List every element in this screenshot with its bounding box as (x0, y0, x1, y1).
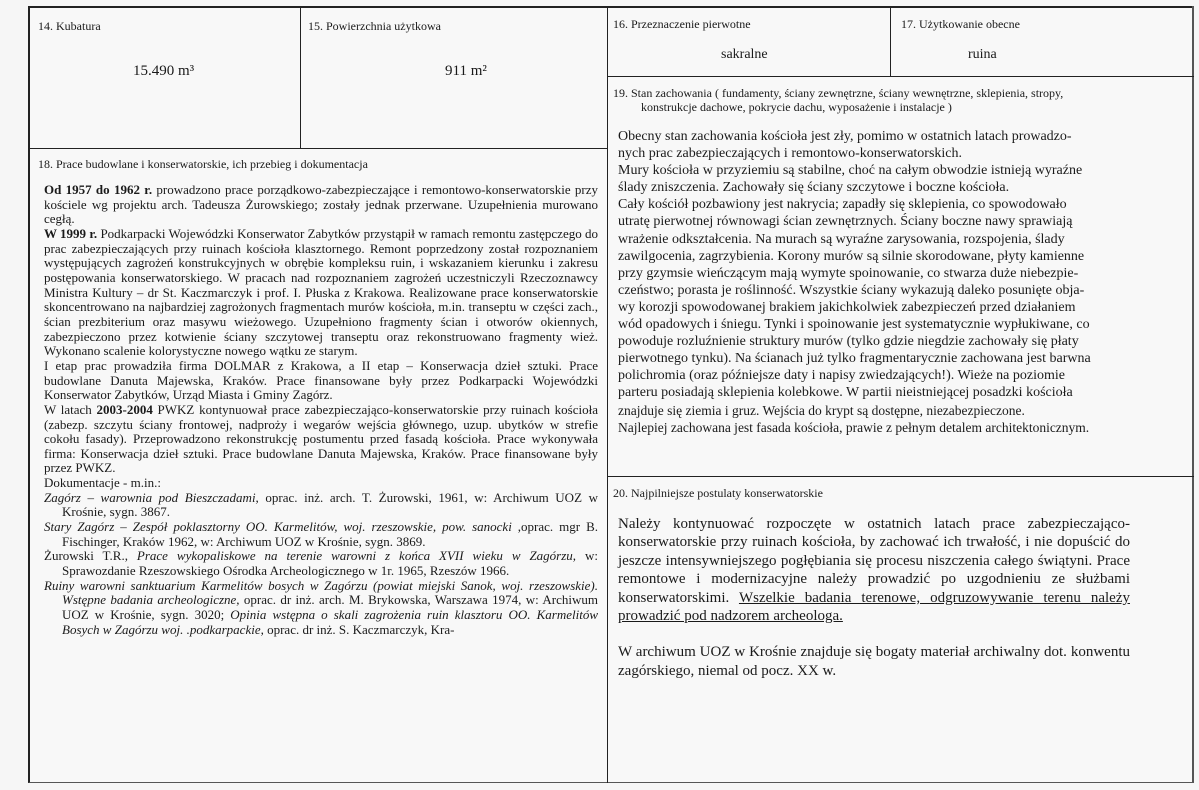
stan-line: parteru posiadają sklepienia kolebkowe. W partii nieistniejącej posadzki kościoła (618, 385, 1073, 401)
dok4-text2: oprac. dr inż. S. Kaczmarczyk, Kra- (263, 621, 455, 637)
divider-v-17 (890, 6, 891, 76)
stan-line: Obecny stan zachowania kościoła jest zły, pomimo w ostatnich latach prowadzo- (618, 129, 1072, 144)
dok3-text: w: Sprawozdanie Rzeszowskiego Ośrodka Archeologicznego w 1r. 1965, Rzeszów 1966. (62, 548, 598, 579)
stan-label-2: konstrukcje dachowe, pokrycie dachu, wyposażenie i instalacje ) (641, 100, 952, 114)
stan-line: ślady zniszczenia. Zachowały się ściany szczytowe i boczne kościoła. (618, 180, 1010, 196)
uzytkowanie-label: 17. Użytkowanie obecne (901, 17, 1020, 31)
powierzchnia-value: 911 m² (445, 63, 487, 79)
archiwum-note: W archiwum UOZ w Krośnie znajduje się bogaty materiał archiwalny dot. konwentu zagórskiego, niemal od pocz. XX w. (618, 644, 1130, 679)
divider-right-top (607, 76, 1194, 77)
stan-line: nych prac zabezpieczających i remontowo-konserwatorskich. (618, 146, 963, 162)
kubatura-label: 14. Kubatura (38, 19, 101, 33)
divider-right-mid (607, 476, 1194, 477)
dok4-text: oprac. dr inż. arch. M. Brykowska, Warszawa 1974, w: Archiwum UOZ w Krośnie, sygn. 3020; (62, 592, 598, 623)
divider-v-15 (300, 6, 301, 148)
dokumentacje-label: Dokumentacje - m.in.: (44, 475, 161, 491)
stan-line: wrażenie odkształcenia. Na murach są wyraźne zarysowania, rozspojenia, ślady (618, 231, 1065, 247)
prace-p4-text: PWKZ kontynuował prace zabezpieczająco-konserwatorskie przy ruinach kościoła (zabezp. szczytu ściany frontowej, nadproży i wegarów wejścia głównego, uzup. ubytków w strefie cokołu fasady). Przeprowadzono rekonstrukcję postumentu przed fasadą kościoła. Prace wykonywała firma: Konserwacja dzieł sztuki. Prace budowlane Danuta Majewska, Kraków. Prace finansowane były przez PWKZ. (44, 401, 598, 476)
stan-line: pierwotnego tynku). Na ścianach już tylko fragmentarycznie zachowana jest barwna (618, 351, 1091, 367)
stan-text (618, 128, 1132, 436)
stan-line: powoduje rozluźnienie struktury murów (tylko gdzie niegdzie zachowały się płaty (618, 334, 1079, 350)
prace-text (44, 183, 598, 637)
prace-p3-text: I etap prac prowadziła firma DOLMAR z Krakowa, a II etap – Konserwacja dzieł sztuki. Prace budowlane Danuta Majewska, Kraków. Prace finansowane były przez Podkarpacki Wojewódzki Konserwator Zabytków, Urząd Miasta i Gminy Zagórz. (44, 357, 598, 403)
przeznaczenie-value: sakralne (721, 47, 768, 62)
stan-line: Najlepiej zachowana jest fasada kościoła, prawie z pełnym detalem architektonicznym. (618, 419, 1090, 435)
stan-line: polichromia (oraz późniejsze daty i napisy zwiedzających!). Wieże na poziomie (618, 368, 1065, 384)
stan-line: Cały kościół pozbawiony jest nakrycia; zapadły się sklepienia, co spowodowało (618, 197, 1067, 213)
right-border (1192, 6, 1194, 783)
stan-line: czeństwo; porasta je roślinność. Wszystkie ściany wykazują daleko posunięte obja- (618, 282, 1085, 298)
dok4-title2: Opinia wstępna o skali zagrożenia ruin klasztoru OO. Karmelitów Bosych w Zagórzu woj. .podkarpackie, (62, 607, 598, 637)
dok1-title: Zagórz – warownia pod Bieszczadami, (44, 489, 259, 505)
dok2-text: ,oprac. mgr B. Fischinger, Kraków 1962, w: Archiwum UOZ w Krośnie, sygn. 3869. (62, 519, 599, 549)
postulaty-text (618, 515, 1130, 680)
prace-p2-date: W 1999 r. (44, 225, 98, 241)
divider-left-top (28, 148, 607, 149)
stan-line: wód opadowych i śniegu. Tynki i spoinowanie jest systematycznie wypłukiwane, co (618, 317, 1090, 333)
prace-label: 18. Prace budowlane i konserwatorskie, ich przebieg i dokumentacja (38, 157, 368, 171)
prace-p4-date: 2003-2004 (96, 401, 153, 417)
stan-line: wy korozji spowodowanej brakiem jakichkolwiek zabezpieczeń przed działaniem (618, 299, 1076, 315)
postulaty-underlined: Wszelkie badania terenowe, odgruzowywanie terenu należy prowadzić pod nadzorem archeologa. (618, 589, 1130, 625)
prace-p1-text: prowadzono prace porządkowo-zabezpieczające i remontowo-konserwatorskie przy kościele wg projektu arch. Tadeusza Żurowskiego; zostały jednak przerwane. Uzupełnienia murowano cegłą. (44, 182, 598, 227)
stan-line: zawilgocenia, zagrzybienia. Korony murów są silnie skorodowane, płyty kamienne (618, 248, 1085, 264)
powierzchnia-label: 15. Powierzchnia użytkowa (308, 19, 441, 33)
kubatura-value: 15.490 m³ (133, 63, 195, 79)
uzytkowanie-value: ruina (968, 47, 997, 62)
prace-p4-pre: W latach (44, 401, 97, 417)
prace-p1-date: Od 1957 do 1962 r. (44, 182, 153, 197)
dok3-title: Prace wykopaliskowe na terenie warowni z końca XVII wieku w Zagórzu, (136, 548, 577, 564)
stan-line: Mury kościoła w przyziemiu są stabilne, choć na całym obwodzie istnieją wyraźne (618, 163, 1083, 179)
dok3-author: Żurowski T.R., (44, 548, 137, 564)
dok4-title: Ruiny warowni sanktuarium Karmelitów bosych w Zagórzu (powiat miejski Sanok, woj. rzeszowskie). Wstępne badania archeologiczne, (44, 577, 598, 608)
dok2-title: Stary Zagórz – Zespół poklasztorny OO. Karmelitów, woj. rzeszowskie, pow. sanocki (44, 519, 512, 535)
prace-p2-text: Podkarpacki Wojewódzki Konserwator Zabytków przystąpił w ramach remontu zastępczego do prac zabezpieczających przy ruinach kościoła klasztornego. Remont poprzedzony został rozpoznaniem występujących zagrożeń konstrukcyjnych w obrębie kompleksu ruin, i wskazaniem kierunku i zakresu postępowania konserwatorskiego. W pracach nad rozpoznaniem zagrożeń uczestniczyli Rzeczoznawcy Ministra Kultury – dr St. Kaczmarczyk i prof. I. Płuska z Krakowa. Realizowane prace konserwatorskie skoncentrowano na najbardziej zagrożonych fragmentach murów kościoła, m.in. transeptu w części zach., ścian prezbiterium oraz masywu wieżowego. Uzupełniono fragmenty ścian i otworów okiennych, zabezpieczono przez kotwienie ściany szczytowej transeptu oraz rekonstruowano fragmenty wież. Wykonano scalenie kolorystyczne nowego wątku ze starym. (44, 225, 599, 359)
stan-line: znajduje się ziemia i gruz. Wejścia do krypt są dostępne, niezabezpieczone. (618, 402, 1025, 418)
dok1-text: oprac. inż. arch. T. Żurowski, 1961, w: Archiwum UOZ w Krośnie, sygn. 3867. (62, 489, 598, 520)
stan-line: przy gzymsie wieńczącym mają wymyte spoinowanie, co stwarza duże niebezpie- (618, 265, 1079, 281)
stan-label-1: 19. Stan zachowania ( fundamenty, ściany zewnętrzne, ściany wewnętrzne, sklepienia, stropy, (613, 86, 1064, 100)
stan-line: utratę pierwotnej równowagi ścian zewnętrznych. Ściany boczne nawy sprawiają (618, 214, 1073, 230)
przeznaczenie-label: 16. Przeznaczenie pierwotne (613, 17, 751, 31)
postulaty-label: 20. Najpilniejsze postulaty konserwatorskie (613, 486, 823, 500)
divider-v-main (607, 6, 608, 783)
postulaty-body: Należy kontynuować rozpoczęte w ostatnich latach prace zabezpieczająco-konserwatorskie przy ruinach kościoła, by zachować ich trwałość, i nie dopuścić do jeszcze intensywniejszego pogłębiania się procesu niszczenia całego świątyni. Prace remontowe i modernizacyjne należy prowadzić po uzgodnieniu ze służbami konserwatorskimi. (618, 516, 1130, 606)
